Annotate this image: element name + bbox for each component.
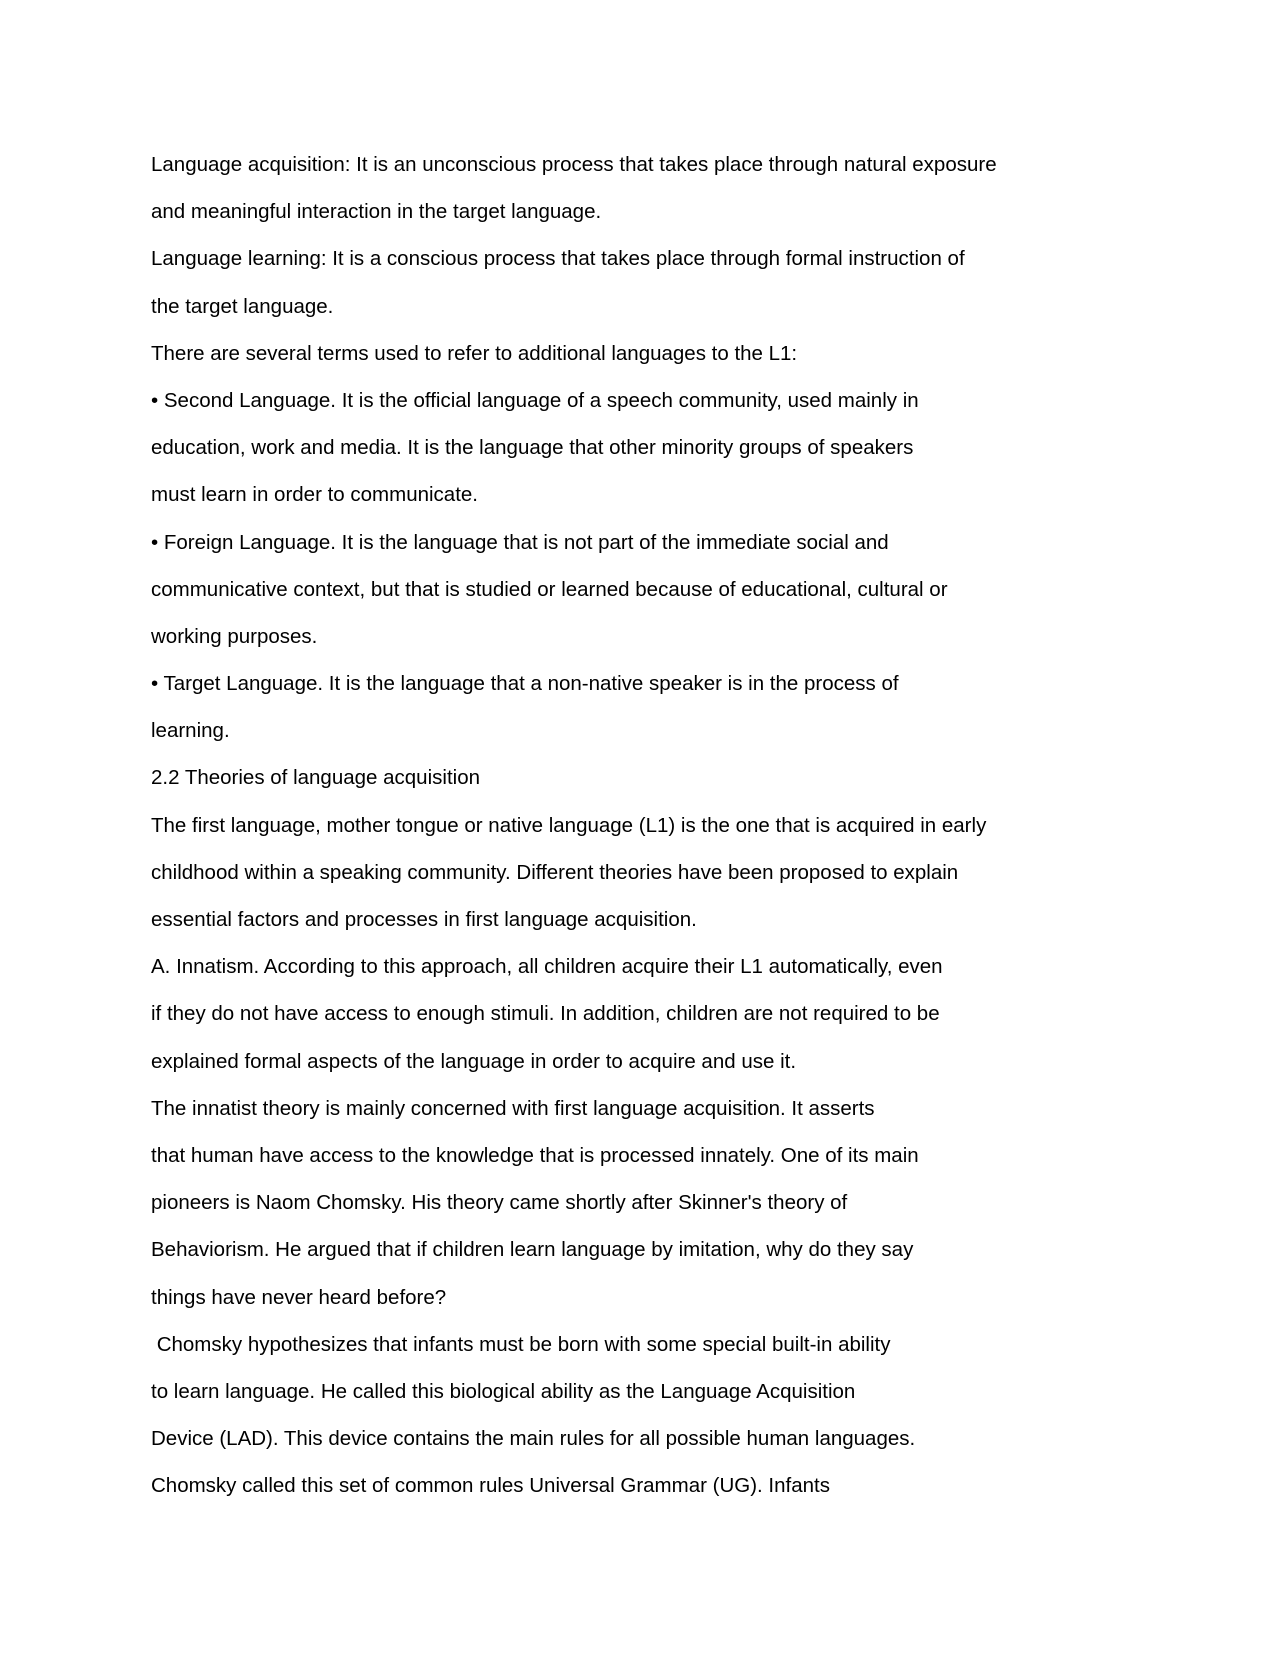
text-line: Chomsky hypothesizes that infants must be born with some special built-in ability [151, 1332, 891, 1356]
text-line: education, work and media. It is the language that other minority groups of speakers [151, 436, 914, 460]
text-line: learning. [151, 719, 230, 743]
text-line: Language acquisition: It is an unconscious process that takes place through natural exposure [151, 153, 997, 176]
text-line: Behaviorism. He argued that if children learn language by imitation, why do they say [151, 1238, 914, 1262]
section-heading: 2.2 Theories of language acquisition [151, 766, 480, 790]
text-line: essential factors and processes in first language acquisition. [151, 908, 697, 931]
bullet-line: • Target Language. It is the language that a non-native speaker is in the process of [151, 672, 899, 696]
bullet-line: • Foreign Language. It is the language that is not part of the immediate social and [151, 530, 889, 554]
text-line: communicative context, but that is studied or learned because of educational, cultural or [151, 577, 948, 601]
text-line: that human have access to the knowledge that is processed innately. One of its main [151, 1143, 919, 1167]
text-line: and meaningful interaction in the target language. [151, 200, 602, 224]
text-line: to learn language. He called this biological ability as the Language Acquisition [151, 1379, 856, 1403]
text-line: There are several terms used to refer to additional languages to the L1: [151, 341, 798, 365]
text-line: childhood within a speaking community. Different theories have been proposed to explain [151, 860, 959, 884]
text-line: pioneers is Naom Chomsky. His theory came shortly after Skinner's theory of [151, 1191, 848, 1215]
text-line: Chomsky called this set of common rules Universal Grammar (UG). Infants [151, 1474, 830, 1498]
text-line: must learn in order to communicate. [151, 483, 478, 507]
text-line: the target language. [151, 294, 334, 318]
text-line: if they do not have access to enough stimuli. In addition, children are not required to be [151, 1002, 940, 1026]
document-body [151, 141, 1151, 1509]
text-line: Language learning: It is a conscious process that takes place through formal instruction of [151, 247, 965, 271]
text-line: The innatist theory is mainly concerned with first language acquisition. It asserts [151, 1096, 875, 1120]
text-line: working purposes. [151, 624, 318, 648]
text-line: things have never heard before? [151, 1285, 447, 1309]
text-line: Device (LAD). This device contains the main rules for all possible human languages. [151, 1427, 916, 1451]
text-line: A. Innatism. According to this approach, all children acquire their L1 automatically, even [151, 955, 943, 979]
text-line: explained formal aspects of the language in order to acquire and use it. [151, 1049, 797, 1073]
bullet-line: • Second Language. It is the official language of a speech community, used mainly in [151, 388, 919, 412]
text-line: The first language, mother tongue or native language (L1) is the one that is acquired in early [151, 813, 987, 837]
